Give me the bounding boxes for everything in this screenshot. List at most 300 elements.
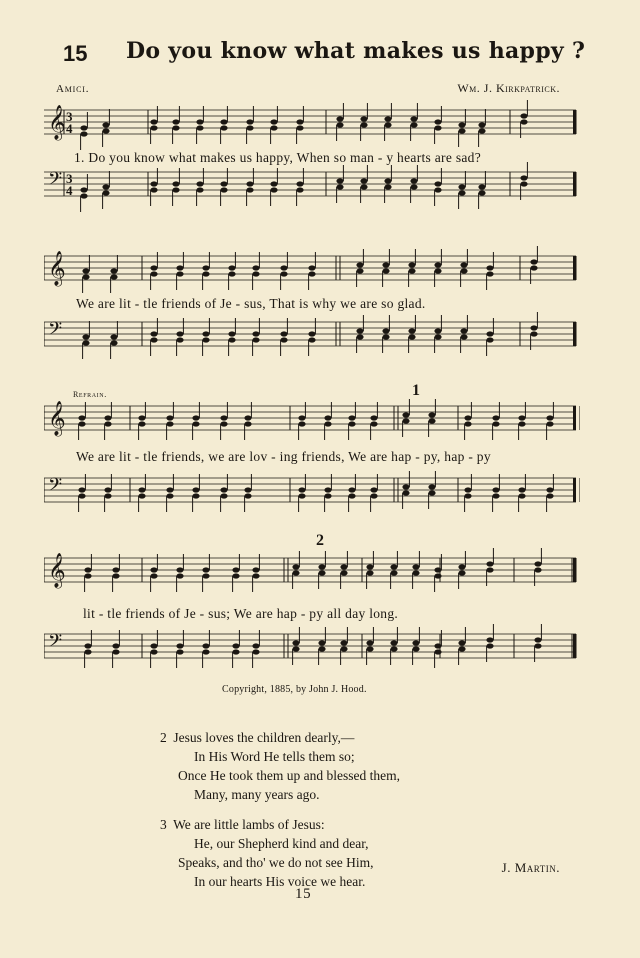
note-head [280, 331, 287, 336]
note-head [102, 184, 109, 189]
note-head [434, 262, 441, 267]
time-signature: 4 [66, 121, 73, 136]
treble-clef-icon: 𝄞 [48, 553, 66, 588]
note-head [110, 274, 117, 279]
note-head [486, 337, 493, 342]
note-head [232, 643, 239, 648]
note-head [166, 415, 173, 420]
note-head [228, 331, 235, 336]
note-head [356, 262, 363, 267]
note-head [434, 187, 441, 192]
note-head [220, 493, 227, 498]
note-head [518, 493, 525, 498]
note-head [486, 271, 493, 276]
note-head [534, 567, 541, 572]
note-head [252, 265, 259, 270]
note-head [318, 570, 325, 575]
note-head [78, 421, 85, 426]
note-head [460, 334, 467, 339]
note-head [252, 271, 259, 276]
note-head [202, 643, 209, 648]
verse-author: J. Martin. [501, 860, 560, 875]
note-head [348, 493, 355, 498]
note-head [150, 181, 157, 186]
bass-clef-icon: 𝄢 [48, 475, 63, 500]
note-head [360, 178, 367, 183]
note-head [336, 122, 343, 127]
note-head [176, 265, 183, 270]
note-head [486, 567, 493, 572]
bass-clef-icon: 𝄢 [48, 169, 63, 194]
note-head [402, 490, 409, 495]
note-head [172, 125, 179, 130]
note-head [78, 493, 85, 498]
note-head [78, 487, 85, 492]
verse-line: He, our Shepherd kind and dear, [194, 836, 369, 851]
note-head [434, 573, 441, 578]
verse-3 [160, 815, 400, 891]
verse-number: 2 [160, 730, 167, 745]
note-head [202, 271, 209, 276]
note-head [308, 337, 315, 342]
note-head [280, 337, 287, 342]
note-head [384, 122, 391, 127]
note-head [382, 268, 389, 273]
note-head [176, 337, 183, 342]
note-head [78, 415, 85, 420]
note-head [518, 487, 525, 492]
note-head [166, 487, 173, 492]
note-head [384, 116, 391, 121]
note-head [478, 190, 485, 195]
note-head [356, 268, 363, 273]
note-head [84, 649, 91, 654]
note-head [104, 487, 111, 492]
note-head [428, 412, 435, 417]
note-head [336, 178, 343, 183]
note-head [150, 125, 157, 130]
note-head [252, 331, 259, 336]
note-head [546, 487, 553, 492]
note-head [298, 421, 305, 426]
note-head [412, 640, 419, 645]
final-bar [573, 172, 576, 196]
note-head [102, 122, 109, 127]
note-head [434, 328, 441, 333]
note-head [366, 564, 373, 569]
tune-name: Amici. [56, 83, 90, 95]
note-head [252, 643, 259, 648]
refrain-label: Refrain. [73, 390, 107, 399]
final-bar [573, 558, 576, 582]
note-head [460, 328, 467, 333]
note-head [80, 193, 87, 198]
note-head [292, 564, 299, 569]
note-head [390, 570, 397, 575]
note-head [434, 268, 441, 273]
note-head [318, 640, 325, 645]
note-head [252, 337, 259, 342]
note-head [408, 268, 415, 273]
copyright-notice: Copyright, 1885, by John J. Hood. [222, 684, 367, 695]
note-head [150, 331, 157, 336]
note-head [176, 643, 183, 648]
note-head [246, 119, 253, 124]
note-head [534, 561, 541, 566]
note-head [166, 493, 173, 498]
note-head [428, 418, 435, 423]
note-head [366, 570, 373, 575]
note-head [340, 570, 347, 575]
note-head [138, 493, 145, 498]
verse-line: In our hearts His voice we hear. [194, 874, 366, 889]
bass-clef-icon: 𝄢 [48, 631, 63, 656]
note-head [412, 570, 419, 575]
note-head [336, 184, 343, 189]
verse-line: Many, many years ago. [194, 787, 320, 802]
note-head [202, 649, 209, 654]
note-head [112, 573, 119, 578]
note-head [492, 415, 499, 420]
note-head [270, 119, 277, 124]
note-head [244, 415, 251, 420]
note-head [324, 487, 331, 492]
note-head [382, 334, 389, 339]
note-head [460, 262, 467, 267]
note-head [408, 334, 415, 339]
note-head [348, 415, 355, 420]
note-head [546, 421, 553, 426]
note-head [410, 122, 417, 127]
note-head [84, 643, 91, 648]
note-head [202, 567, 209, 572]
note-head [280, 271, 287, 276]
note-head [458, 122, 465, 127]
note-head [520, 181, 527, 186]
note-head [478, 128, 485, 133]
note-head [296, 181, 303, 186]
note-head [196, 125, 203, 130]
note-head [464, 421, 471, 426]
verse-line [160, 728, 400, 747]
note-head [192, 421, 199, 426]
note-head [232, 649, 239, 654]
note-head [296, 119, 303, 124]
note-head [138, 487, 145, 492]
note-head [308, 265, 315, 270]
note-head [138, 421, 145, 426]
note-head [492, 493, 499, 498]
note-head [370, 421, 377, 426]
note-head [348, 487, 355, 492]
note-head [192, 415, 199, 420]
note-head [110, 340, 117, 345]
note-head [486, 643, 493, 648]
note-head [220, 421, 227, 426]
note-head [324, 421, 331, 426]
note-head [176, 331, 183, 336]
note-head [80, 131, 87, 136]
note-head [292, 570, 299, 575]
note-head [410, 184, 417, 189]
note-head [232, 567, 239, 572]
note-head [428, 490, 435, 495]
treble-clef-icon: 𝄞 [48, 401, 66, 436]
note-head [434, 119, 441, 124]
verse-line [160, 815, 400, 834]
note-head [412, 646, 419, 651]
note-head [220, 187, 227, 192]
note-head [80, 125, 87, 130]
note-head [486, 265, 493, 270]
note-head [360, 184, 367, 189]
note-head [486, 637, 493, 642]
note-head [82, 274, 89, 279]
note-head [176, 567, 183, 572]
note-head [270, 125, 277, 130]
note-head [318, 646, 325, 651]
note-head [458, 570, 465, 575]
note-head [172, 181, 179, 186]
note-head [434, 567, 441, 572]
note-head [360, 122, 367, 127]
note-head [80, 187, 87, 192]
note-head [384, 178, 391, 183]
note-head [348, 421, 355, 426]
final-bar [573, 110, 576, 134]
note-head [138, 415, 145, 420]
note-head [270, 187, 277, 192]
note-head [150, 271, 157, 276]
note-head [324, 493, 331, 498]
note-head [458, 640, 465, 645]
note-head [220, 487, 227, 492]
note-head [252, 573, 259, 578]
note-head [112, 643, 119, 648]
note-head [534, 637, 541, 642]
note-head [464, 415, 471, 420]
note-head [298, 415, 305, 420]
note-head [104, 415, 111, 420]
lyric-line-3: We are lit - tle friends, we are lov - ing friends, We are hap - py, hap - py [76, 449, 491, 464]
note-head [370, 487, 377, 492]
note-head [458, 128, 465, 133]
note-head [410, 178, 417, 183]
note-head [408, 262, 415, 267]
note-head [292, 646, 299, 651]
final-bar [573, 478, 576, 502]
note-head [172, 187, 179, 192]
final-bar [573, 256, 576, 280]
note-head [340, 640, 347, 645]
note-head [176, 271, 183, 276]
note-head [308, 271, 315, 276]
note-head [382, 262, 389, 267]
note-head [370, 493, 377, 498]
time-signature: 3 [66, 109, 73, 124]
note-head [318, 564, 325, 569]
note-head [252, 649, 259, 654]
note-head [340, 564, 347, 569]
note-head [434, 649, 441, 654]
note-head [196, 119, 203, 124]
lyric-line-4: lit - tle friends of Je - sus; We are hap - py all day long. [83, 606, 399, 621]
treble-clef-icon: 𝄞 [48, 251, 66, 286]
final-bar [573, 634, 576, 658]
note-head [176, 573, 183, 578]
note-head [112, 649, 119, 654]
note-head [366, 646, 373, 651]
verse-2 [160, 728, 400, 804]
note-head [150, 567, 157, 572]
hymn-number: 15 [63, 41, 88, 66]
note-head [518, 421, 525, 426]
note-head [534, 643, 541, 648]
note-head [410, 116, 417, 121]
note-head [246, 187, 253, 192]
note-head [486, 561, 493, 566]
note-head [546, 493, 553, 498]
note-head [402, 412, 409, 417]
note-head [150, 573, 157, 578]
note-head [110, 334, 117, 339]
note-head [84, 567, 91, 572]
note-head [102, 128, 109, 133]
note-head [252, 567, 259, 572]
note-head [166, 421, 173, 426]
lyric-line-2: We are lit - tle friends of Je - sus, That is why we are so glad. [76, 296, 426, 311]
note-head [520, 119, 527, 124]
treble-clef-icon: 𝄞 [48, 105, 66, 140]
note-head [492, 487, 499, 492]
note-head [434, 334, 441, 339]
additional-verses [160, 728, 400, 902]
note-head [296, 125, 303, 130]
note-head [390, 646, 397, 651]
note-head [408, 328, 415, 333]
page-number: 15 [295, 886, 312, 902]
note-head [202, 573, 209, 578]
note-head [296, 187, 303, 192]
note-head [196, 187, 203, 192]
note-head [104, 421, 111, 426]
note-head [370, 415, 377, 420]
note-head [244, 493, 251, 498]
note-head [228, 265, 235, 270]
note-head [228, 271, 235, 276]
verse-line: Speaks, and tho' we do not see Him, [178, 855, 374, 870]
note-head [82, 334, 89, 339]
note-head [530, 331, 537, 336]
note-head [298, 487, 305, 492]
note-head [308, 331, 315, 336]
note-head [202, 337, 209, 342]
note-head [360, 116, 367, 121]
note-head [428, 484, 435, 489]
note-head [270, 181, 277, 186]
note-head [464, 487, 471, 492]
note-head [402, 418, 409, 423]
note-head [340, 646, 347, 651]
note-head [104, 493, 111, 498]
note-head [458, 564, 465, 569]
note-head [298, 493, 305, 498]
note-head [244, 487, 251, 492]
note-head [478, 184, 485, 189]
note-head [434, 125, 441, 130]
bass-clef-icon: 𝄢 [48, 319, 63, 344]
note-head [220, 415, 227, 420]
note-head [520, 175, 527, 180]
verse-text: Jesus loves the children dearly,— [173, 730, 355, 745]
note-head [292, 640, 299, 645]
note-head [478, 122, 485, 127]
note-head [244, 421, 251, 426]
note-head [196, 181, 203, 186]
note-head [82, 340, 89, 345]
note-head [382, 328, 389, 333]
note-head [366, 640, 373, 645]
note-head [390, 640, 397, 645]
note-head [464, 493, 471, 498]
note-head [150, 187, 157, 192]
note-head [530, 325, 537, 330]
note-head [520, 113, 527, 118]
lyric-line-1: 1. Do you know what makes us happy, When so man - y hearts are sad? [74, 150, 482, 165]
note-head [246, 181, 253, 186]
final-bar [573, 322, 576, 346]
note-head [486, 331, 493, 336]
composer-credit: Wm. J. Kirkpatrick. [457, 81, 560, 95]
note-head [150, 649, 157, 654]
note-head [150, 265, 157, 270]
note-head [112, 567, 119, 572]
note-head [220, 125, 227, 130]
note-head [460, 268, 467, 273]
note-head [172, 119, 179, 124]
note-head [434, 181, 441, 186]
note-head [356, 328, 363, 333]
time-signature: 3 [66, 171, 73, 186]
note-head [384, 184, 391, 189]
note-head [402, 484, 409, 489]
note-head [458, 646, 465, 651]
note-head [356, 334, 363, 339]
hymn-title: Do you know what makes us happy ? [126, 38, 586, 64]
note-head [102, 190, 109, 195]
second-ending-label: 2 [316, 532, 324, 549]
note-head [324, 415, 331, 420]
note-head [518, 415, 525, 420]
note-head [530, 259, 537, 264]
time-signature: 4 [66, 183, 73, 198]
note-head [202, 265, 209, 270]
note-head [150, 337, 157, 342]
note-head [220, 119, 227, 124]
note-head [220, 181, 227, 186]
note-head [546, 415, 553, 420]
note-head [82, 268, 89, 273]
note-head [202, 331, 209, 336]
note-head [192, 493, 199, 498]
verse-line: Once He took them up and blessed them, [178, 768, 400, 783]
note-head [412, 564, 419, 569]
note-head [192, 487, 199, 492]
note-head [530, 265, 537, 270]
final-bar [573, 406, 576, 430]
note-head [458, 184, 465, 189]
note-head [150, 643, 157, 648]
